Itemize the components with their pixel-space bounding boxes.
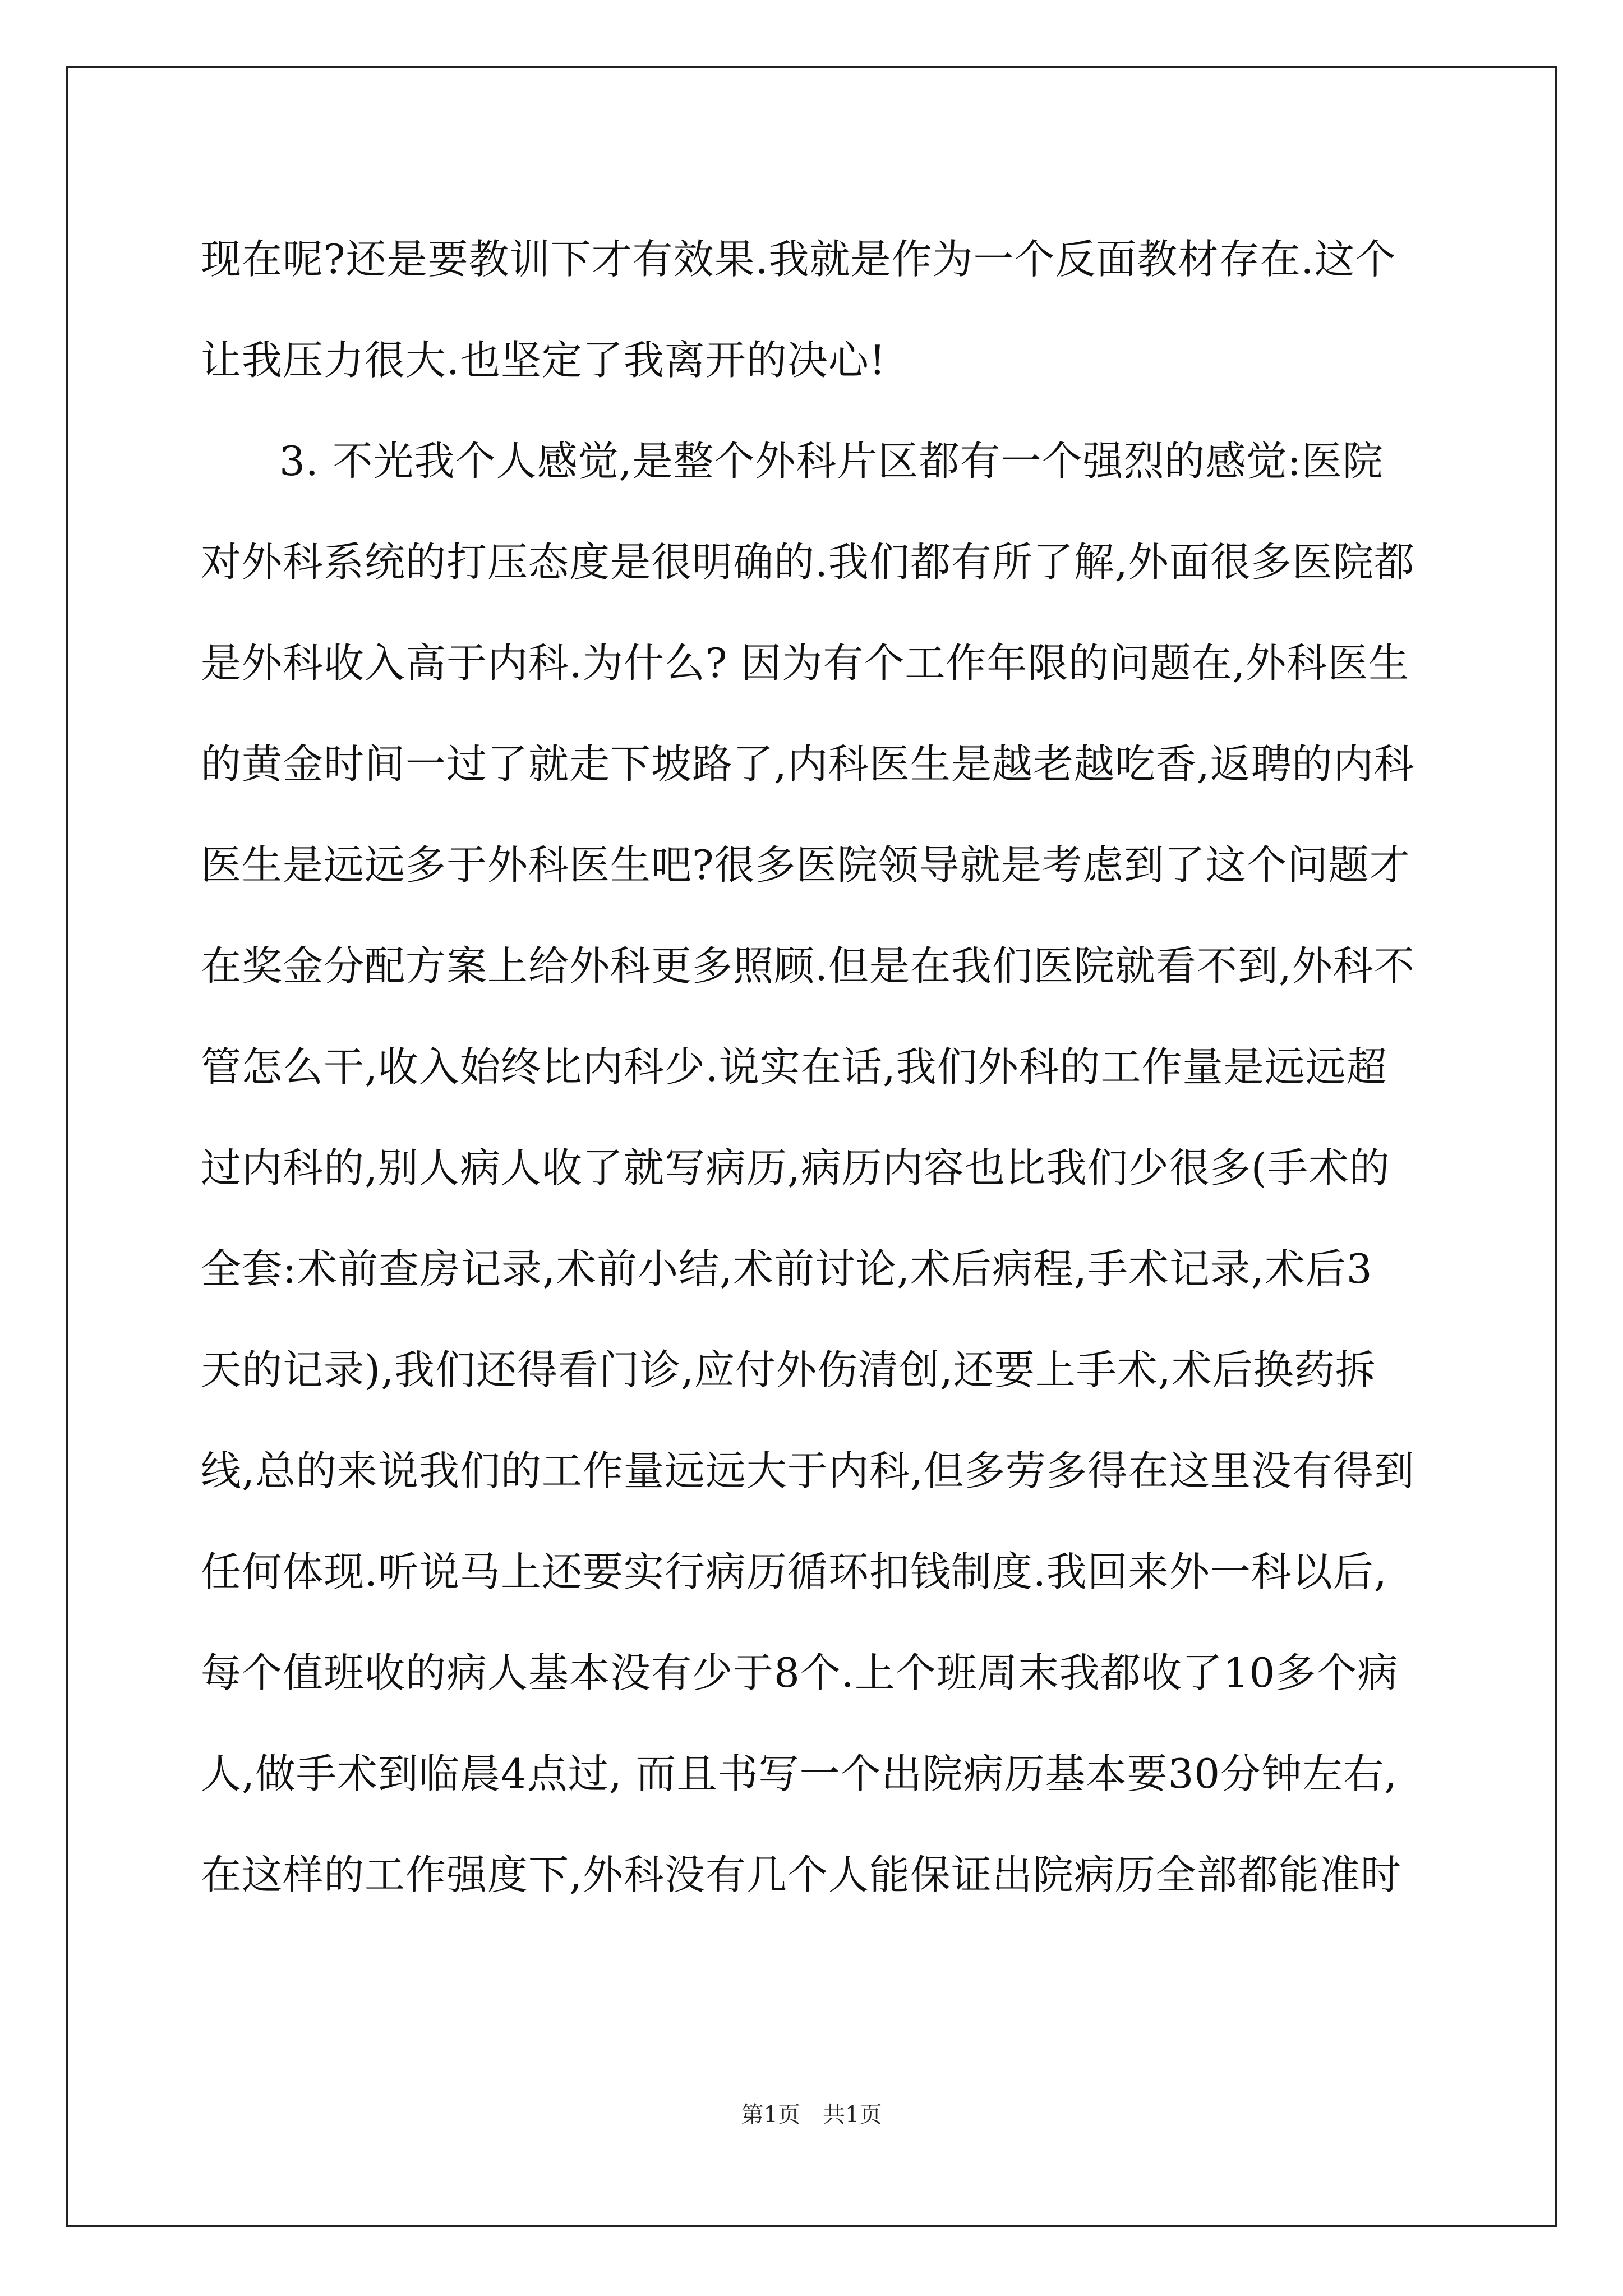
text-line: 过内科的,别人病人收了就写病历,病历内容也比我们少很多(手术的: [201, 1144, 1390, 1191]
text-line: 在奖金分配方案上给外科更多照顾.但是在我们医院就看不到,外科不: [201, 942, 1415, 990]
text-line: 人,做手术到临晨4点过, 而且书写一个出院病历基本要30分钟左右,: [201, 1750, 1398, 1797]
text-line: 让我压力很大.也坚定了我离开的决心!: [201, 337, 886, 384]
paragraph-start-line: 3. 不光我个人感觉,是整个外科片区都有一个强烈的感觉:医院: [279, 438, 1384, 485]
text-line: 任何体现.听说马上还要实行病历循环扣钱制度.我回来外一科以后,: [201, 1548, 1387, 1595]
text-line: 线,总的来说我们的工作量远远大于内科,但多劳多得在这里没有得到: [201, 1447, 1415, 1494]
document-body: [201, 209, 1423, 1925]
text-line: 是外科收入高于内科.为什么? 因为有个工作年限的问题在,外科医生: [201, 639, 1410, 687]
text-line: 的黄金时间一过了就走下坡路了,内科医生是越老越吃香,返聘的内科: [201, 740, 1415, 788]
text-line: 全套:术前查房记录,术前小结,术前讨论,术后病程,手术记录,术后3: [201, 1245, 1373, 1292]
text-line: 每个值班收的病人基本没有少于8个.上个班周末我都收了10多个病: [201, 1649, 1399, 1696]
page-number-footer: 第1页 共1页: [741, 2102, 882, 2128]
text-line: 医生是远远多于外科医生吧?很多医院领导就是考虑到了这个问题才: [201, 841, 1410, 889]
text-line: 管怎么干,收入始终比内科少.说实在话,我们外科的工作量是远远超: [201, 1043, 1387, 1091]
text-line: 天的记录),我们还得看门诊,应付外伤清创,还要上手术,术后换药拆: [201, 1346, 1376, 1393]
text-line: 对外科系统的打压态度是很明确的.我们都有所了解,外面很多医院都: [201, 539, 1415, 586]
text-line: 在这样的工作强度下,外科没有几个人能保证出院病历全部都能准时: [201, 1851, 1401, 1898]
text-line: 现在呢?还是要教训下才有效果.我就是作为一个反面教材存在.这个: [201, 236, 1396, 283]
